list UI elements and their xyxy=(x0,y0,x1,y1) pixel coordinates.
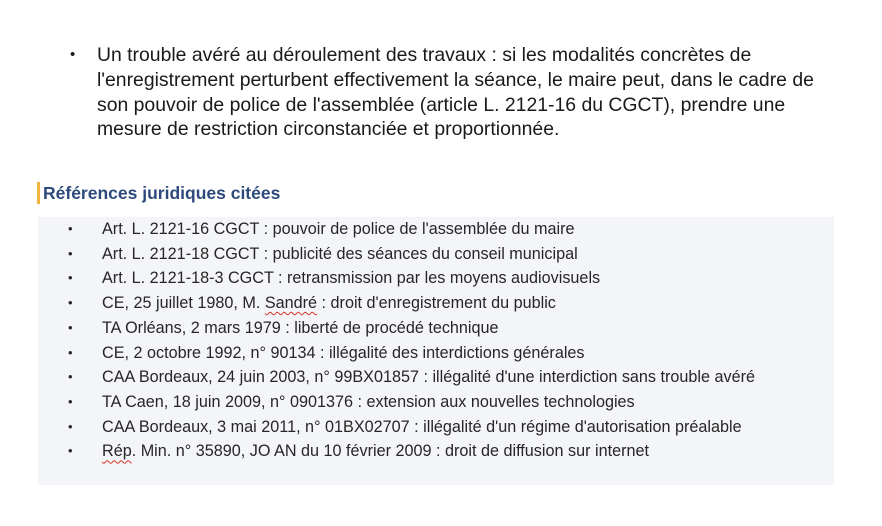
references-box xyxy=(38,217,834,485)
intro-bullet-list xyxy=(70,43,830,142)
bullet-marker: • xyxy=(68,295,73,311)
bullet-marker: • xyxy=(68,245,73,261)
reference-text: : droit d'enregistrement du public xyxy=(317,294,556,313)
bullet-marker: • xyxy=(68,443,73,459)
reference-text: Art. L. 2121-18 CGCT : publicité des séances du conseil municipal xyxy=(102,244,578,263)
references-list xyxy=(68,217,755,464)
reference-item xyxy=(68,242,755,267)
reference-item xyxy=(68,390,755,415)
spellcheck-flagged-word: Rép xyxy=(102,442,132,461)
reference-text: TA Orléans, 2 mars 1979 : liberté de procédé technique xyxy=(102,318,499,337)
bullet-marker: • xyxy=(70,46,76,63)
reference-item xyxy=(68,316,755,341)
reference-text: CE, 2 octobre 1992, n° 90134 : illégalité des interdictions générales xyxy=(102,343,585,362)
bullet-marker: • xyxy=(68,418,73,434)
reference-text: TA Caen, 18 juin 2009, n° 0901376 : extension aux nouvelles technologies xyxy=(102,392,635,411)
reference-item xyxy=(68,266,755,291)
bullet-marker: • xyxy=(68,393,73,409)
intro-bullet-item xyxy=(70,43,830,142)
reference-text: . Min. n° 35890, JO AN du 10 février 2009 : droit de diffusion sur internet xyxy=(131,442,649,461)
reference-item xyxy=(68,365,755,390)
bullet-marker: • xyxy=(68,319,73,335)
bullet-marker: • xyxy=(68,344,73,360)
references-heading: Références juridiques citées xyxy=(37,182,280,204)
bullet-marker: • xyxy=(68,270,73,286)
reference-text: CE, 25 juillet 1980, M. xyxy=(102,294,265,313)
reference-item xyxy=(68,415,755,440)
reference-item xyxy=(68,291,755,316)
reference-text: Art. L. 2121-16 CGCT : pouvoir de police de l'assemblée du maire xyxy=(102,220,575,238)
spellcheck-flagged-word: Sandré xyxy=(264,294,318,313)
reference-text: CAA Bordeaux, 3 mai 2011, n° 01BX02707 : illégalité d'un régime d'autorisation préalable xyxy=(102,417,742,436)
reference-item xyxy=(68,217,755,242)
reference-item xyxy=(68,341,755,366)
bullet-marker: • xyxy=(68,369,73,385)
bullet-marker: • xyxy=(68,221,73,236)
reference-item xyxy=(68,439,755,464)
reference-text: Art. L. 2121-18-3 CGCT : retransmission par les moyens audiovisuels xyxy=(102,269,601,288)
intro-bullet-text: Un trouble avéré au déroulement des travaux : si les modalités concrètes de l'enregistrement perturbent effectivement la séance, le maire peut, dans le cadre de son pouvoir de police de l'assemblée (article L. 2121-16 du CGCT), prendre une mesure de restriction circonstanciée et proportionnée. xyxy=(97,44,814,141)
reference-text: CAA Bordeaux, 24 juin 2003, n° 99BX01857 : illégalité d'une interdiction sans trouble avéré xyxy=(102,368,756,387)
